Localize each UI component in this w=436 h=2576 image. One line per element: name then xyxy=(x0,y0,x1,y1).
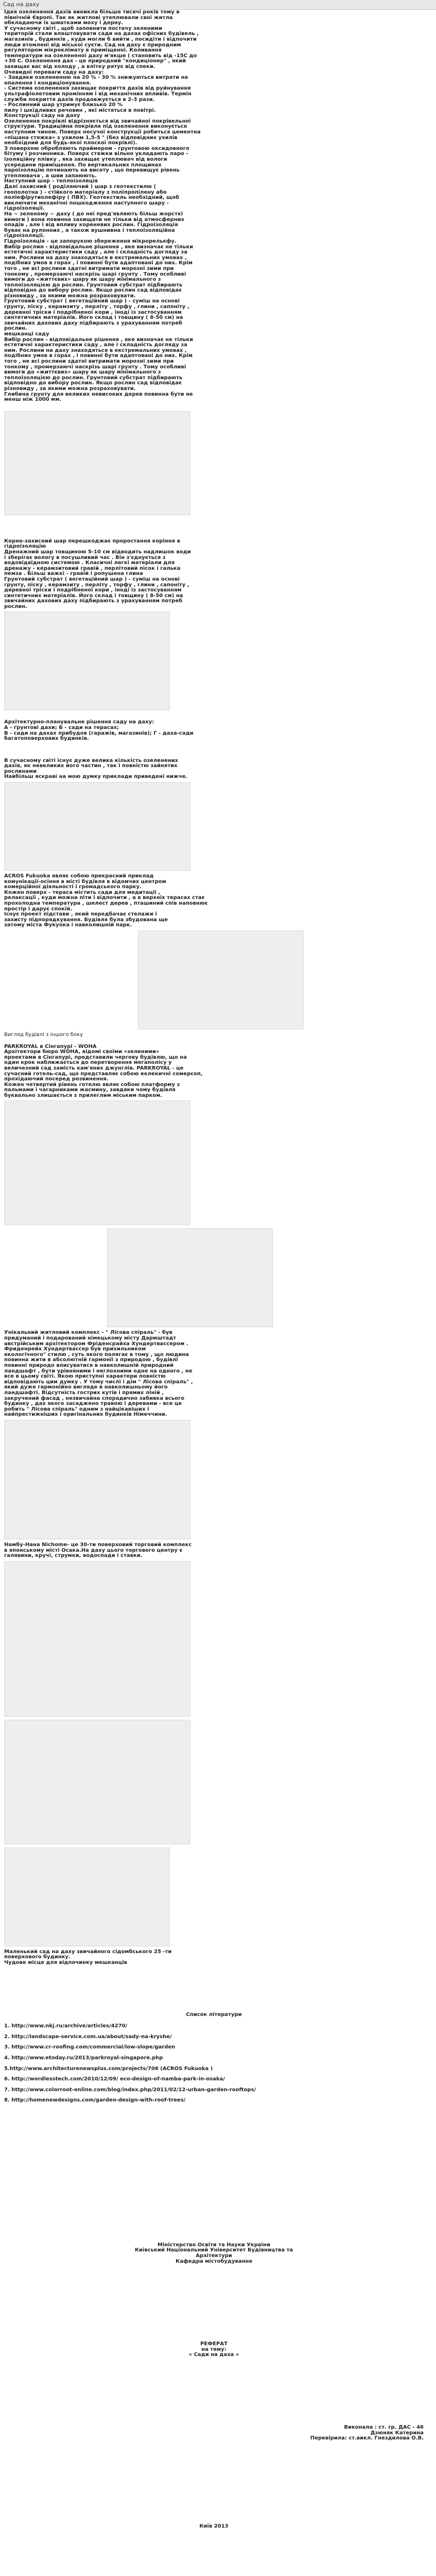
roof-layers-image xyxy=(4,411,190,515)
arch-line: В сучасному світі існує дуже велика кількість озеленених xyxy=(4,757,179,764)
document-body xyxy=(0,10,428,2529)
parkroyal-line: прохідаючий посеред розвинення. xyxy=(4,1076,109,1082)
references-heading: Список літератури xyxy=(186,2011,242,2018)
checker-line: Перевірила: ст.викл. Гнездилова О.В. xyxy=(310,2435,424,2442)
intro-line: служби покриття дахів продовжується в 2-3 рази. xyxy=(4,96,155,103)
intro-line: наступним чином. Поверх несучої конструкції робиться цементна xyxy=(4,129,201,135)
reference-item[interactable]: 2. http://landscape-service.com.ua/about/sady-na-kryshe/ xyxy=(4,2033,172,2040)
arch-line: А - ґрунтові дахи; Б - сади на терасах; xyxy=(4,725,119,731)
intro-line: синтетичних матеріалів. Його склад і товщину ( 8-50 см) на xyxy=(4,315,183,321)
root-line: грунту, піску , керамзиту , перліту , торфу , глини , сапоніту , xyxy=(4,582,189,588)
intro-line: пилу і шкідливих речовин , які містяться в повітрі. xyxy=(4,107,156,113)
intro-line: буває на рулонних , а також вушнивна і теплоізоляційна xyxy=(4,227,175,233)
window-title: Сад на даху xyxy=(3,1,40,8)
intro-line: того , не всі рослини здатні витримати морозні зими при xyxy=(4,359,174,364)
intro-line: +30 С. Озеленення дах - це природний "кондиціонер" , який xyxy=(4,58,186,64)
intro-line: різновиду , за якими можна розраховувати. xyxy=(4,385,136,392)
arch-line: Найбільш яскраві на мою думку приклади приведені нижче. xyxy=(4,774,188,780)
intro-line: Наступний шар – теплоізоляція xyxy=(4,178,98,184)
parkroyal-image xyxy=(4,1100,190,1225)
intro-line: ним. Рослини на даху знаходяться в екстремальних умовах , xyxy=(4,255,187,261)
intro-line: - Завдяки озелененню на 20 % - 30 % знижуються витрати на xyxy=(4,75,188,81)
intro-line: Далі захисний ( роділяючий ) шар з геотекстилю ( xyxy=(4,184,156,190)
intro-line: гідроізоляції. xyxy=(4,233,45,239)
intro-line: З поверхню обробляють праймером - грунтовою оксидовного xyxy=(4,145,189,151)
intro-line: Грунтовий субстрат ( вегетаційний шар ) - суміш на основі xyxy=(4,298,180,304)
intro-line: подібних умов в горах , і повинні бути адаптовані до них. Крім xyxy=(4,260,193,266)
namba-line: галявини, кручі, струмки, водоспади і ставки. xyxy=(4,1553,143,1559)
final-caption-line: Маленький сад на даху звичайного сідомбського 25 -ти xyxy=(4,1948,172,1955)
lisova-line: Унікальний житловий комплекс - " Лісова спіраль" - був xyxy=(4,1330,172,1336)
reference-item[interactable]: 5.http://www.architecturenewsplus.com/projects/706 (ACROS Fukuoka ) xyxy=(4,2065,213,2072)
intro-line: Вибір рослин - відповідальне рішення , яке визначає не тільки xyxy=(4,336,194,343)
acros-section xyxy=(4,874,424,928)
intro-line: Вибір рослин - відповідальне рішення , яке визначає не тільки xyxy=(4,244,194,250)
intro-line: того , не всі рослини здатні витримати морозні зими при xyxy=(4,265,174,272)
root-line: дренажу - керамзитовий гравій , перлітовий пісок і галька xyxy=(4,565,181,571)
intro-line: гідроізоляції. xyxy=(4,206,45,212)
root-line: і зберігає вологу в посушливий час . Він з'єднується з xyxy=(4,554,166,561)
reference-item[interactable]: 7. http://www.colorroot-online.com/blog/index.php/2011/02/12-urban-garden-rooftops/ xyxy=(4,2087,256,2093)
lisova-spiral-section xyxy=(4,1330,424,1418)
lisova-line: робить " Лісова спіраль" одним з найцікавіших і xyxy=(4,1406,149,1412)
intro-line: магазинів , будинків , куди могли б вийти , посидіти і відпочити xyxy=(4,36,197,42)
intro-line: Глибина грунту для великих невисоких дерев повинна бути не xyxy=(4,391,193,397)
parkroyal-section xyxy=(4,1044,424,1099)
acros-line: Існує проект підстави , який передбачає стелажи і xyxy=(4,911,157,918)
small-garden-image xyxy=(4,1848,170,1946)
lisova-line: Фриденрейх Хундертвассер був прихильником xyxy=(4,1346,146,1352)
lisova-line: найпрестижніших і оригінальних будинків Німеччини. xyxy=(4,1412,167,1418)
intro-line: грунту, піску , керамзиту , перліту , торфу , глини , сапоніту , xyxy=(4,304,189,310)
lisova-line: відповідають цим думку . У тому числі і дім " Лісова спіраль" , xyxy=(4,1379,193,1385)
intro-line: необхідний для будь-якої плоскої покрівлі). xyxy=(4,140,137,146)
intro-line: - Рослинний шар утримує близько 20 % xyxy=(4,102,123,108)
intro-line: деревної тріски і подрібненої кори , іноді із застосуванням xyxy=(4,309,182,315)
namba-line: в японському місті Осака.На даху цього торгового центру є xyxy=(4,1547,183,1553)
intro-line: регулятором мікроклімату в приміщенні. Коливання xyxy=(4,47,162,54)
parkroyal-line: Кожен четвертий рівень готелю являє собою платформу з xyxy=(4,1081,180,1088)
reference-item[interactable]: 6. http://wordlesstech.com/2010/12/09/ eco-design-of-namba-park-in-osaka/ xyxy=(4,2076,225,2082)
intro-line: На ~ зеленому ~ даху ( до неї пред'являють більш жорсткі xyxy=(4,211,183,217)
intro-line: північній Європі. Так як житлові утеплювали свої житла xyxy=(4,14,173,21)
root-line: гідроізоляцію xyxy=(4,544,46,550)
intro-line: різновиду , за якими можна розраховувати. xyxy=(4,293,136,299)
intro-line: тонкому , промерзаючі наскрізь шарі грунту . Тому особливі xyxy=(4,364,186,370)
author-name: Дзюняк Катерина xyxy=(370,2430,424,2436)
lisova-line: який дуже гармонійно вигляде в навколишньому його xyxy=(4,1384,168,1391)
intro-line: бітуму і розчинника. Поверх стяжки вільно укладають паро - xyxy=(4,151,188,157)
intro-line: «пішана стяжка» з ухилом 1,5-5 ° (без відповідних ухилів xyxy=(4,134,178,141)
parkroyal-line: буквально злишається з прилеглим міським парком. xyxy=(4,1092,163,1098)
intro-line: Очевидні переваги саду на даху: xyxy=(4,69,104,75)
intro-line: тонкому , промерзаючі наскрізь шарі грунту . Тому особливі xyxy=(4,271,186,277)
acros-line: релаксації , куди можна піти і відпочити , а в верхніх терасах стає xyxy=(4,895,205,901)
university-line-2: Архітектури xyxy=(196,2253,232,2259)
arch-line: В - сади на дахах прибудов (гаражів, магазинів); Г - даха-сади xyxy=(4,730,194,736)
lisova-line: все в цьому світі. Якою приступні характери повністю xyxy=(4,1374,166,1380)
root-line: пемза . Більш важкі - гравій і ропушена глина xyxy=(4,571,143,577)
parkroyal-line: величезний сад замість кам'яних джунглів. PARKROYAL - це xyxy=(4,1065,184,1071)
intro-line: люди втомлені від міської суєти. Сад на даху є природним xyxy=(4,42,181,48)
root-line: Корне-захисний шар перешкоджає проростання коріння в xyxy=(4,538,180,544)
reference-item[interactable]: 4. http://www.etoday.ru/2013/parkroyal-singapore.php xyxy=(4,2055,163,2061)
author-line: Виконала : ст. гр. ДАС - 46 xyxy=(344,2425,424,2431)
intro-line: ультрафіолетовим промінням і від механічних впливів. Термін xyxy=(4,91,191,97)
root-line: деревної тріски і подрібненої кори , іноді із застосуванням xyxy=(4,587,182,594)
lisova-line: австрійським архітектором Фріденсрайха Хундертвассером . xyxy=(4,1341,188,1347)
parkroyal-second-image xyxy=(107,1228,273,1327)
lisova-spiral-image xyxy=(4,1420,190,1539)
intro-line: ізоляційну плівку , яка захищає утеплювач від вологи xyxy=(4,157,167,163)
acros-line: захисту підпорядкування. Будівля була збудована ще xyxy=(4,917,168,923)
final-caption xyxy=(4,1950,424,1966)
root-line: рослин. xyxy=(4,603,27,609)
intro-line: теплоізоляцією до рослин. Грунтовий субстрат підбирають xyxy=(4,282,183,288)
acros-line: простір і дарує спокій. xyxy=(4,906,73,912)
topic: « Сади на даха » xyxy=(188,2352,239,2358)
intro-line: вимоги ) вона повинна захищати не тільки від атмосферних xyxy=(4,216,185,223)
intro-line: усередини приміщення. По вертикальних площинах xyxy=(4,162,162,168)
intro-line: територій стали влаштовувати сади на дахах офісних будівель , xyxy=(4,31,199,37)
intro-line: обкладаючи їх шматками моху і дерну. xyxy=(4,20,124,26)
intro-line: пароізоляцію починають на висоту , що перевищує рівень xyxy=(4,167,180,174)
intro-line: вимоги до «життєвих» шару як шару мінімального з xyxy=(4,369,161,376)
acros-fukuoka-image xyxy=(4,782,190,871)
ministry-line: Міністерство Освіти та Науки України xyxy=(158,2242,270,2248)
root-line: звичайних дахових даху підбирають з урахуванням потреб xyxy=(4,598,183,604)
reference-item[interactable]: 1. http://www.nkj.ru/archive/articles/4270/ xyxy=(4,2023,128,2029)
namba-parks-section xyxy=(4,1543,424,1559)
window-title-bar xyxy=(0,0,436,10)
acros-caption: Вигляд будівлі з іншого боку xyxy=(4,1031,83,1038)
root-line: Дренажний шар товщиною 5-10 см відводить надлишок води xyxy=(4,549,191,555)
root-line: Грунтовий субстрат ( вегетаційний шар ) - суміш на основі xyxy=(4,576,180,582)
intro-line: вимоги до «життєвих» шару як шару мінімального з xyxy=(4,277,161,283)
intro-section xyxy=(4,10,424,403)
acros-line: комерційної діяльності і громадського парку. xyxy=(4,884,142,890)
parkroyal-line: PARKROYAL в Сінгапурі - WOHA xyxy=(4,1043,97,1049)
reference-item[interactable]: 8. http://homenewdesigns.com/garden-design-with-roof-trees/ xyxy=(4,2097,186,2104)
namba-parks-image xyxy=(4,1561,190,1717)
intro-line: - Система озеленення захищає покриття дахів від руйнування xyxy=(4,86,191,92)
final-caption-line: поверхового будинку. xyxy=(4,1954,71,1960)
intro-line: ним. Рослини на даху знаходяться в екстремальних умовах , xyxy=(4,347,187,353)
drainage-image xyxy=(4,612,170,710)
intro-line: температури на озелененої даху м'якше ( становить від -15С до xyxy=(4,53,197,59)
intro-line: відповідно до вибору рослин. Якщо рослин сад відповідає xyxy=(4,380,182,386)
arch-line: багатоповерхових будинків. xyxy=(4,736,89,742)
intro-line: естетичні характеристики саду , але і складність догляду за xyxy=(4,249,187,256)
acros-other-side-image xyxy=(138,930,304,1029)
intro-line: менш ніж 1000 мм. xyxy=(4,397,62,403)
lisova-line: ландшафті. Відсутність гострих кутів і прямих ліній , xyxy=(4,1390,164,1396)
acros-line: затому міста Фукуока і навколишній парк. xyxy=(4,922,132,928)
arch-line: рослинами xyxy=(4,768,37,774)
namba-parks-second-image xyxy=(4,1720,190,1844)
parkroyal-line: один крок наближається до перетворення мегаполісу у xyxy=(4,1060,172,1066)
intro-line: утеплювача , а шви запаюють. xyxy=(4,173,97,179)
reference-item[interactable]: 3. http://www.cr-roofing.com/commercial/low-slope/garden xyxy=(4,2044,176,2050)
parkroyal-line: сучасний готель-сад, що представляє собою еклекичні сомерсоп, xyxy=(4,1071,203,1077)
intro-line: структури. Традиційна покрівля під озеленення виконується xyxy=(4,124,187,130)
arch-line: Архітектурно-планувальне рішення саду на даху: xyxy=(4,719,154,725)
namba-line: Намбу-Нана Nichome- це 30-ти поверховий торговий комплекс xyxy=(4,1541,192,1548)
intro-line: виключити механічні пошкодження наступного шару - xyxy=(4,200,169,206)
intro-line: Ідея озеленення дахів виникла більше тисячі років тому в xyxy=(4,9,180,15)
city-year: Київ 2013 xyxy=(199,2523,229,2529)
architectural-solutions-section xyxy=(4,720,424,780)
lisova-line: ландшафт , бути урівняними і неглохними одне на одного , не xyxy=(4,1368,193,1374)
lisova-line: придуманий і подарований німецькому місту Дармштадт xyxy=(4,1335,177,1342)
acros-line: комунікації-осіння в місті будівля в відомчих центром xyxy=(4,878,166,885)
final-caption-line: Чудове місце для відпочинку мешканців xyxy=(4,1959,128,1965)
acros-line: ACROS Fukuoka являє собою прекрасний приклад xyxy=(4,873,154,879)
intro-line: мешканці саду xyxy=(4,331,49,337)
acros-line: Кожен поверх - тераса містить сади для медитації , xyxy=(4,889,161,895)
intro-line: опалення і кондиціонування. xyxy=(4,80,92,86)
references-list xyxy=(4,2024,424,2104)
intro-line: Конструкції саду на даху xyxy=(4,113,80,119)
intro-line: геополотна ) - стійкого матеріалу з поліпропілену або xyxy=(4,189,167,195)
on-topic: на тему: xyxy=(201,2346,226,2352)
parkroyal-line: проектами в Сінгапурі, представили чергову будівлю, що на xyxy=(4,1054,187,1060)
intro-line: У сучасному світі , щоб заповнити постачу зеленими xyxy=(4,25,162,31)
lisova-line: повинні природо вписуватися в навколишній природний xyxy=(4,1363,174,1369)
intro-line: Гідроізоляція - це запорукою збереження мікрорельєфу. xyxy=(4,238,177,244)
department-line: Кафедра містобудування xyxy=(176,2258,252,2264)
arch-line xyxy=(4,742,424,748)
acros-line: прохолодна температура , шелест дерев , пташиний спів наповнює xyxy=(4,900,208,906)
parkroyal-line: Архітектори бюро WOHA, відомі своїми «зеленими» xyxy=(4,1049,160,1055)
lisova-line: закручений фасад , незвичайна спорадично забивка всього xyxy=(4,1395,185,1401)
intro-line: подібних умов в горах , і повинні бути адаптовані до них. Крім xyxy=(4,353,193,359)
arch-line: дахів, як невеликих його частин , так і повністю зайнятих xyxy=(4,763,178,769)
intro-line: опадів , але і від впливу кореневих рослин. Гідроізоляція xyxy=(4,222,178,228)
university-line: Київський Національний Університет Будівництва та xyxy=(134,2247,293,2253)
intro-line: поліефірутиолефіру ( ПВХ). Геотекстиль необхідний, щоб xyxy=(4,195,180,201)
doc-type: РЕФЕРАТ xyxy=(200,2341,228,2347)
lisova-line: повинна жити в абсолютній гармонії з природою , будівлі xyxy=(4,1357,178,1363)
lisova-line: екологічного" стилю , суть якого полягає в тому , що людина xyxy=(4,1351,189,1358)
intro-line: естетичні характеристики саду , але і складність догляду за xyxy=(4,342,187,348)
intro-line: відповідно до вибору рослин. Якщо рослин сад відповідає xyxy=(4,287,182,294)
intro-line: захищає вас від холоду , а влітку рятує від спеки. xyxy=(4,63,155,70)
intro-line: Озеленення покрівлі відрізняється від звичайної покрівельної xyxy=(4,118,191,124)
root-protection-section xyxy=(4,539,424,610)
arch-line xyxy=(4,747,424,753)
intro-line: теплоізоляцією до рослин. Грунтовий субстрат підбирають xyxy=(4,375,183,381)
lisova-line: будинку , дах якого засаджено травою і деревами - все це xyxy=(4,1401,182,1407)
root-line: водовідвідною системою . Класичні легкі матеріали для xyxy=(4,560,175,566)
intro-line: звичайних дахових даху підбирають з урахуванням потреб xyxy=(4,320,183,326)
title-page xyxy=(4,2243,424,2530)
root-line: синтетичних матеріалів. Його склад і товщину ( 8-50 см) на xyxy=(4,592,183,599)
intro-line: рослин. xyxy=(4,326,27,332)
parkroyal-line: пальмами і чагарниками жасмину, завдяки чому будівля xyxy=(4,1087,176,1093)
